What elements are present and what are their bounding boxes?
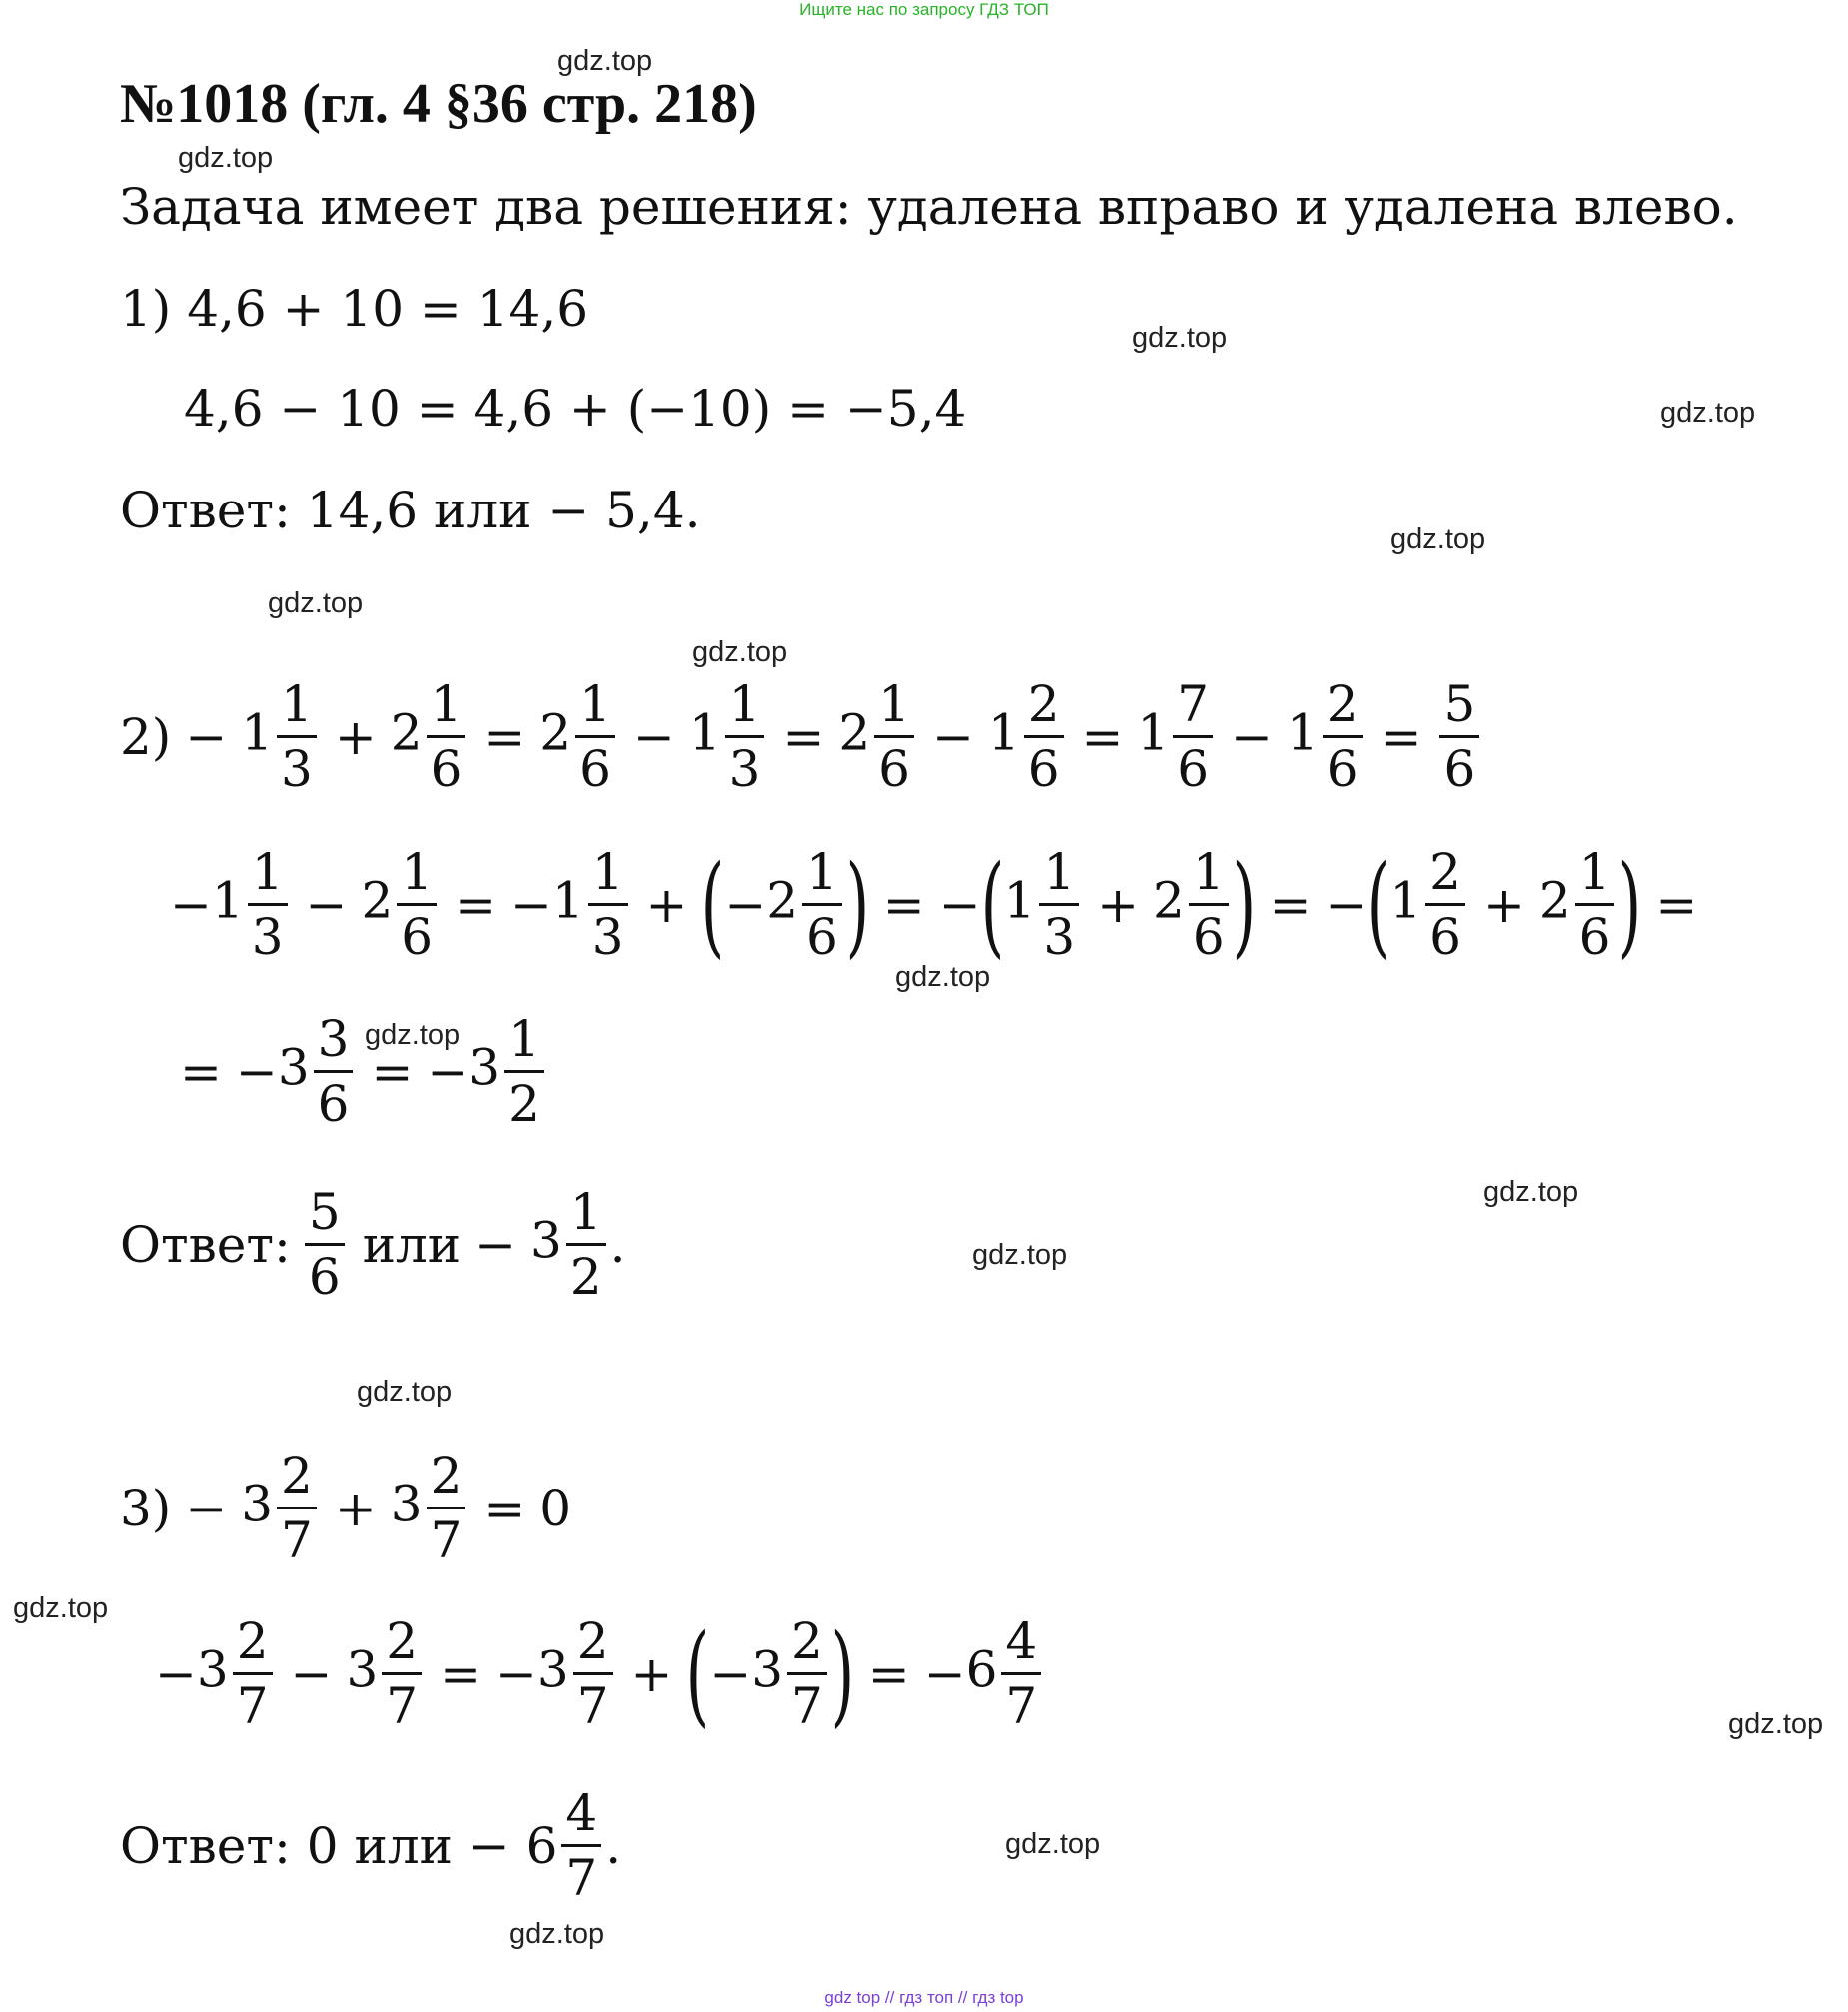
watermark: gdz.top	[692, 636, 788, 668]
mixed-number: 3 $\frac{2}{7}$	[346, 1616, 426, 1731]
mixed-number: 3 $\frac{2}{7}$	[197, 1616, 277, 1731]
watermark: gdz.top	[509, 1918, 605, 1950]
watermark: gdz.top	[1005, 1828, 1101, 1860]
p3-line2: − 3 $\frac{2}{7}$ − 3 $\frac{2}{7}$ = − 3 $\frac{2}{7}$ + ( − 3 $\frac{2}{7}$ ) = − 6 $\frac{4}{7}$	[155, 1616, 1045, 1731]
mixed-number: $\frac{4}{7}$	[557, 1788, 605, 1903]
equals-sign: =	[1081, 707, 1124, 766]
watermark: gdz.top	[357, 1376, 453, 1408]
p2-prefix: 2)	[120, 707, 172, 766]
watermark: gdz.top	[557, 45, 653, 77]
watermark: gdz.top	[1132, 322, 1228, 354]
mixed-number: 1 $\frac{1}{3}$	[1004, 847, 1084, 962]
left-paren: (	[701, 840, 725, 969]
p2-line1	[120, 675, 1483, 798]
watermark: gdz.top	[972, 1239, 1068, 1271]
watermark: gdz.top	[268, 587, 364, 619]
p1-answer: Ответ: 14,6 или − 5,4.	[120, 482, 701, 539]
minus-sign: −	[632, 707, 675, 766]
minus-sign: −	[931, 707, 974, 766]
mixed-number: 2 $\frac{1}{6}$	[1539, 847, 1619, 962]
watermark: gdz.top	[895, 961, 991, 993]
mixed-number: 1 $\frac{2}{6}$	[1287, 679, 1367, 794]
p1-line2: 4,6 − 10 = 4,6 + (−10) = −5,4	[184, 380, 967, 438]
mixed-number: 1 $\frac{1}{3}$	[689, 679, 769, 794]
watermark: gdz.top	[1728, 1708, 1824, 1740]
p2-line2: − 1 $\frac{1}{3}$ − 2 $\frac{1}{6}$ = − 1 $\frac{1}{3}$ + ( − 2 $\frac{1}{6}$ ) = − ( 1 $\frac{1}{3}$ + 2 $\frac{1}{6}$ ) = − ( 1 $\frac{2}{6}$ + 2 $\frac{1}{6}$ ) =	[170, 840, 1698, 969]
equals-sign: =	[1380, 707, 1422, 766]
plus-sign: +	[334, 707, 377, 766]
watermark: gdz.top	[1390, 523, 1486, 555]
intro-text: Задача имеет два решения: удалена вправо и удалена влево.	[120, 178, 1738, 236]
fraction: $\frac{5}{6}$	[1439, 679, 1479, 794]
p3-prefix: 3)	[120, 1479, 172, 1537]
mixed-number: 2 $\frac{1}{6}$	[838, 679, 918, 794]
mixed-number: 3 $\frac{3}{6}$	[278, 1014, 358, 1129]
mixed-number: 2 $\frac{1}{6}$	[391, 679, 470, 794]
left-paren: (	[980, 840, 1004, 969]
watermark: gdz.top	[178, 142, 274, 174]
mixed-number: 3 $\frac{2}{7}$	[391, 1451, 470, 1565]
top-banner: Ищите нас по запросу ГДЗ ТОП	[799, 0, 1049, 19]
mixed-number: 1 $\frac{2}{6}$	[988, 679, 1068, 794]
mixed-number: 3 $\frac{2}{7}$	[537, 1616, 617, 1731]
watermark: gdz.top	[1660, 397, 1756, 429]
watermark: gdz.top	[13, 1592, 109, 1624]
left-paren: (	[686, 1609, 710, 1738]
watermark: gdz.top	[365, 1019, 461, 1051]
p3-line1: 3) − 3 $\frac{2}{7}$ + 3 $\frac{2}{7}$ = 0	[120, 1447, 572, 1569]
mixed-number: 1 $\frac{1}{3}$	[552, 847, 632, 962]
mixed-number: 2 $\frac{1}{6}$	[361, 847, 441, 962]
mixed-number: 3 $\frac{1}{2}$	[468, 1014, 548, 1129]
left-paren: (	[1367, 840, 1390, 969]
right-paren: )	[1618, 840, 1642, 969]
mixed-number: 1 $\frac{2}{6}$	[1389, 847, 1469, 962]
mixed-number: 1 $\frac{1}{3}$	[212, 847, 292, 962]
mixed-number: 3 $\frac{1}{2}$	[530, 1187, 610, 1302]
right-paren: )	[830, 1609, 855, 1738]
fraction: $\frac{5}{6}$	[305, 1187, 345, 1302]
mixed-number: 2 $\frac{1}{6}$	[1153, 847, 1233, 962]
equals-sign: =	[483, 707, 526, 766]
p2-line3: = − 3 $\frac{3}{6}$ = − 3 $\frac{1}{2}$	[180, 1014, 548, 1129]
minus-sign: −	[1231, 707, 1273, 766]
mixed-number: 6 $\frac{4}{7}$	[966, 1616, 1046, 1731]
page-title: №1018 (гл. 4 §36 стр. 218)	[120, 73, 757, 135]
p2-answer: Ответ: $\frac{5}{6}$ или − 3 $\frac{1}{2}$ .	[120, 1183, 626, 1306]
mixed-number: 2 $\frac{1}{6}$	[539, 679, 619, 794]
watermark: gdz.top	[1483, 1176, 1579, 1208]
equals-sign: =	[782, 707, 825, 766]
mixed-number: 3 $\frac{2}{7}$	[751, 1616, 831, 1731]
mixed-number: 2 $\frac{1}{6}$	[766, 847, 846, 962]
mixed-number: 3 $\frac{2}{7}$	[241, 1451, 321, 1565]
right-paren: )	[845, 840, 870, 969]
p1-line1: 1) 4,6 + 10 = 14,6	[120, 280, 589, 338]
bottom-banner: gdz top // гдз топ // гдз top	[824, 1988, 1024, 2007]
right-paren: )	[1232, 840, 1256, 969]
mixed-number: 1 $\frac{1}{3}$	[241, 679, 321, 794]
minus-sign: −	[185, 707, 228, 766]
mixed-number: 1 $\frac{7}{6}$	[1137, 679, 1217, 794]
p3-answer: Ответ: 0 или − 6 $\frac{4}{7}$ .	[120, 1784, 622, 1907]
